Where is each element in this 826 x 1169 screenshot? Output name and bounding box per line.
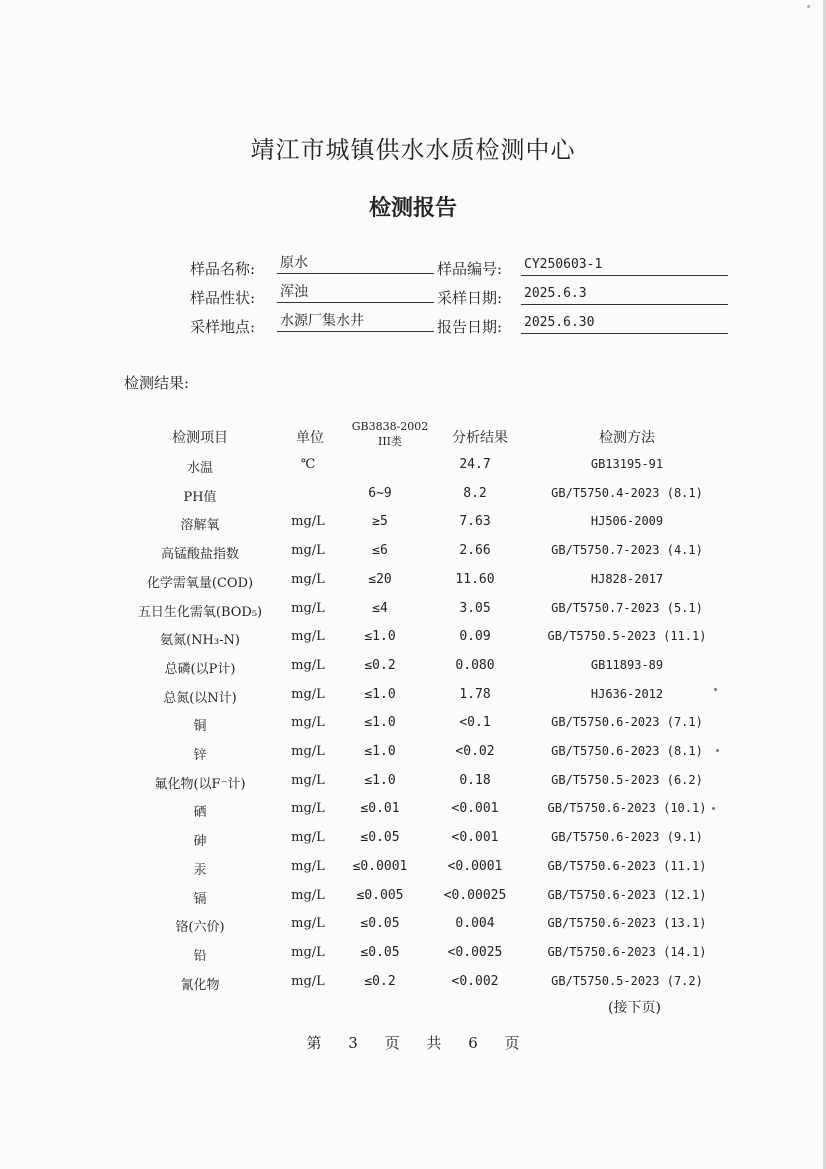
cell-unit: mg/L: [291, 772, 325, 788]
cell-method: GB/T5750.5-2023 (7.2): [551, 973, 703, 988]
continued-note: (接下页): [608, 1000, 661, 1016]
report-title: 检测报告: [368, 195, 457, 221]
report-date-label: 报告日期:: [437, 318, 503, 336]
cell-item: 硒: [193, 805, 207, 821]
cell-result: 3.05: [459, 600, 491, 616]
footer-page-prefix: 第: [306, 1034, 322, 1052]
scan-speck: [712, 807, 715, 810]
cell-standard: ≤1.0: [364, 715, 396, 731]
cell-unit: mg/L: [291, 629, 325, 645]
cell-result: <0.0001: [447, 858, 503, 874]
cell-item: 高锰酸盐指数: [160, 547, 239, 563]
sampling-date-label: 采样日期:: [437, 289, 503, 307]
cell-item: 化学需氧量(COD): [146, 575, 254, 591]
cell-method: HJ506-2009: [590, 514, 664, 529]
cell-unit: mg/L: [291, 686, 325, 702]
cell-result: <0.0025: [447, 944, 503, 960]
cell-standard: ≤4: [372, 600, 388, 616]
cell-method: GB/T5750.6-2023 (9.1): [551, 830, 703, 845]
cell-method: GB13195-91: [590, 457, 664, 471]
cell-result: 0.004: [455, 916, 495, 932]
scan-speck: [807, 5, 810, 8]
cell-unit: mg/L: [291, 887, 325, 903]
cell-result: <0.00025: [443, 887, 507, 903]
cell-unit: mg/L: [291, 973, 325, 989]
cell-item: 镉: [193, 891, 207, 907]
organization-title: 靖江市城镇供水水质检测中心: [250, 136, 576, 164]
cell-method: GB11893-89: [590, 657, 664, 672]
cell-unit: mg/L: [291, 715, 325, 731]
cell-item: 锌: [193, 748, 207, 763]
scan-speck: [716, 749, 719, 752]
cell-standard: ≤0.0001: [352, 858, 408, 874]
cell-method: GB/T5750.5-2023 (11.1): [547, 629, 707, 644]
cell-unit: mg/L: [291, 858, 325, 874]
header-result: 分析结果: [452, 430, 508, 446]
cell-method: GB/T5750.6-2023 (14.1): [547, 944, 707, 959]
cell-result: <0.1: [459, 715, 491, 731]
report-date-value: 2025.6.30: [521, 313, 728, 334]
cell-standard: ≤1.0: [364, 772, 396, 788]
footer-page-number: 3: [348, 1034, 358, 1052]
header-item: 检测项目: [172, 430, 228, 446]
cell-unit: mg/L: [291, 830, 325, 846]
cell-item: 溶解氧: [180, 518, 220, 534]
cell-method: GB/T5750.4-2023 (8.1): [551, 485, 703, 500]
cell-item: 总磷(以P计): [164, 661, 236, 677]
cell-unit: mg/L: [291, 600, 325, 616]
cell-unit: mg/L: [291, 514, 325, 530]
cell-method: GB/T5750.6-2023 (12.1): [547, 887, 707, 902]
footer-total-prefix: 共: [426, 1034, 442, 1052]
cell-result: <0.001: [451, 801, 499, 817]
cell-standard: ≤0.005: [356, 887, 404, 903]
scan-speck: [714, 688, 717, 691]
cell-method: GB/T5750.6-2023 (11.1): [547, 858, 707, 873]
cell-result: 7.63: [459, 514, 491, 530]
cell-result: 8.2: [463, 485, 487, 501]
cell-method: GB/T5750.7-2023 (5.1): [551, 600, 703, 615]
sample-state-label: 样品性状:: [190, 289, 256, 307]
header-unit: 单位: [296, 430, 324, 446]
header-standard-line1: GB3838-2002: [351, 420, 429, 433]
cell-result: <0.02: [455, 744, 495, 759]
cell-standard: 6~9: [368, 485, 392, 501]
cell-result: 2.66: [459, 543, 491, 559]
cell-standard: ≥5: [372, 514, 388, 530]
cell-method: GB/T5750.6-2023 (8.1): [551, 744, 703, 758]
cell-item: 铅: [193, 948, 207, 964]
cell-result: 24.7: [459, 457, 491, 472]
header-method: 检测方法: [599, 430, 655, 446]
cell-result: <0.002: [451, 973, 499, 989]
cell-unit: mg/L: [291, 657, 325, 673]
sample-id-label: 样品编号:: [437, 260, 503, 278]
cell-result: 1.78: [459, 686, 491, 702]
cell-standard: ≤0.2: [364, 657, 396, 673]
cell-standard: ≤0.05: [360, 916, 400, 932]
sampling-location-label: 采样地点:: [190, 318, 256, 336]
cell-result: 0.18: [459, 772, 491, 788]
cell-item: 五日生化需氧(BOD₅): [137, 604, 263, 620]
cell-item: 氨氮(NH₃-N): [160, 633, 240, 649]
sampling-date-value: 2025.6.3: [521, 284, 728, 305]
cell-method: GB/T5750.6-2023 (7.1): [551, 715, 703, 730]
cell-result: 0.09: [459, 629, 491, 645]
cell-unit: mg/L: [291, 571, 325, 587]
cell-unit: mg/L: [291, 744, 325, 759]
cell-item: 铬(六价): [175, 920, 225, 936]
cell-method: GB/T5750.6-2023 (13.1): [547, 916, 707, 931]
cell-standard: ≤20: [368, 571, 392, 587]
cell-item: 氟化物(以F⁻计): [154, 776, 246, 792]
cell-unit: mg/L: [291, 916, 325, 932]
cell-standard: ≤0.01: [360, 801, 400, 817]
cell-standard: ≤1.0: [364, 744, 396, 759]
sample-id-value: CY250603-1: [521, 255, 728, 276]
sample-name-label: 样品名称:: [190, 260, 256, 278]
cell-standard: ≤1.0: [364, 686, 396, 702]
cell-method: HJ636-2012: [590, 686, 664, 701]
footer-page-word: 页: [384, 1034, 400, 1052]
cell-standard: ≤1.0: [364, 629, 396, 645]
page-footer: [0, 1032, 826, 1053]
cell-item: 总氮(以N计): [163, 690, 237, 706]
cell-standard: ≤0.2: [364, 973, 396, 989]
cell-method: HJ828-2017: [590, 571, 664, 586]
sample-state-value: 浑浊: [277, 282, 434, 303]
footer-total-pages: 6: [468, 1034, 478, 1052]
cell-item: 铜: [193, 719, 207, 735]
cell-result: 0.080: [455, 657, 495, 673]
cell-standard: ≤0.05: [360, 830, 400, 846]
cell-result: <0.001: [451, 830, 499, 846]
cell-unit: mg/L: [291, 543, 325, 559]
cell-result: 11.60: [455, 571, 495, 587]
cell-method: GB/T5750.7-2023 (4.1): [551, 543, 703, 558]
cell-item: PH值: [183, 489, 217, 505]
cell-method: GB/T5750.6-2023 (10.1): [547, 801, 707, 816]
sample-name-value: 原水: [277, 253, 434, 274]
footer-total-word: 页: [504, 1034, 520, 1052]
cell-item: 氰化物: [180, 977, 220, 993]
cell-unit: mg/L: [291, 801, 325, 817]
cell-item: 汞: [193, 862, 207, 878]
results-label: 检测结果:: [124, 374, 190, 392]
cell-standard: ≤6: [372, 543, 388, 559]
sampling-location-value: 水源厂集水井: [277, 311, 434, 332]
cell-unit: ℃: [300, 457, 316, 472]
cell-item: 水温: [186, 461, 213, 476]
cell-unit: mg/L: [291, 944, 325, 960]
cell-standard: ≤0.05: [360, 944, 400, 960]
header-standard-line2: III类: [377, 435, 403, 448]
cell-item: 砷: [193, 834, 207, 850]
cell-method: GB/T5750.5-2023 (6.2): [551, 772, 703, 787]
